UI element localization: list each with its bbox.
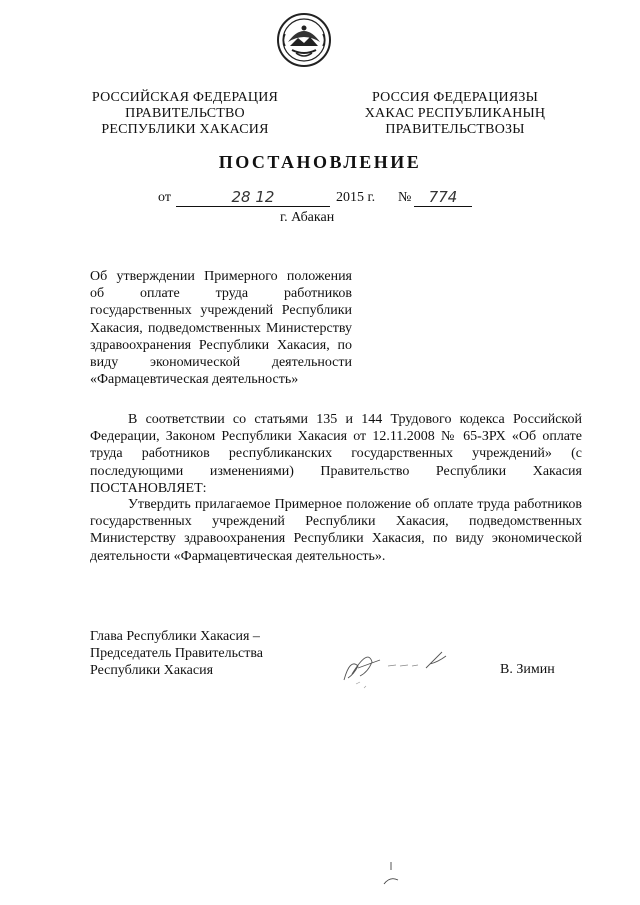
handwritten-mark — [380, 860, 402, 888]
date-line — [0, 188, 640, 212]
header-right-line: ПРАВИТЕЛЬСТВОЗЫ — [385, 122, 525, 137]
handwritten-signature — [338, 644, 458, 694]
date-year: 2015 г. — [336, 190, 376, 205]
number-label: № — [398, 190, 412, 205]
document-subject: Об утверждении Примерного положения об оплате труда работников государственных учреждений Республики Хакасия, подведомственных Министерству здравоохранения Республики Хакасия, по виду экономической деятельности «Фармацевтическая деятельность» — [90, 269, 352, 388]
signature-position-line: Председатель Правительства — [90, 646, 263, 662]
document-title: ПОСТАНОВЛЕНИЕ — [218, 152, 422, 172]
date-from-label: от — [158, 190, 171, 205]
signatory-name: В. Зимин — [500, 662, 555, 677]
header-left-line: РОССИЙСКАЯ ФЕДЕРАЦИЯ — [91, 90, 279, 105]
body-paragraph: В соответствии со статьями 135 и 144 Трудового кодекса Российской Федерации, Законом Республики Хакасия от 12.11.2008 № 65-ЗРХ «Об оплате труда работников республиканских государственных учреждений» (с последующими изменениями) Правительство Республики Хакасия ПОСТАНОВЛЯЕТ: — [90, 412, 582, 496]
signature-position-line: Республики Хакасия — [90, 663, 214, 679]
header-right — [330, 90, 580, 138]
number-handwritten: 774 — [414, 188, 472, 207]
header-right-line: РОССИЯ ФЕДЕРАЦИЯЗЫ — [371, 90, 539, 105]
body-paragraph: Утвердить прилагаемое Примерное положение об оплате труда работников государственных учреждений Республики Хакасия, подведомственных Министерству здравоохранения Республики Хакасия, по виду экономической деятельности «Фармацевтическая деятельность». — [90, 497, 582, 564]
coat-of-arms-icon — [276, 12, 332, 68]
date-handwritten: 28 12 — [176, 188, 330, 207]
city-label: г. Абакан — [280, 210, 335, 225]
header-left-line: РЕСПУБЛИКИ ХАКАСИЯ — [101, 122, 269, 137]
header-left-line: ПРАВИТЕЛЬСТВО — [125, 106, 245, 121]
header-right-line: ХАКАС РЕСПУБЛИКАНЫҢ — [364, 106, 546, 121]
signature-position — [90, 628, 263, 680]
header-left — [60, 90, 310, 138]
signature-position-line: Глава Республики Хакасия – — [90, 629, 260, 644]
